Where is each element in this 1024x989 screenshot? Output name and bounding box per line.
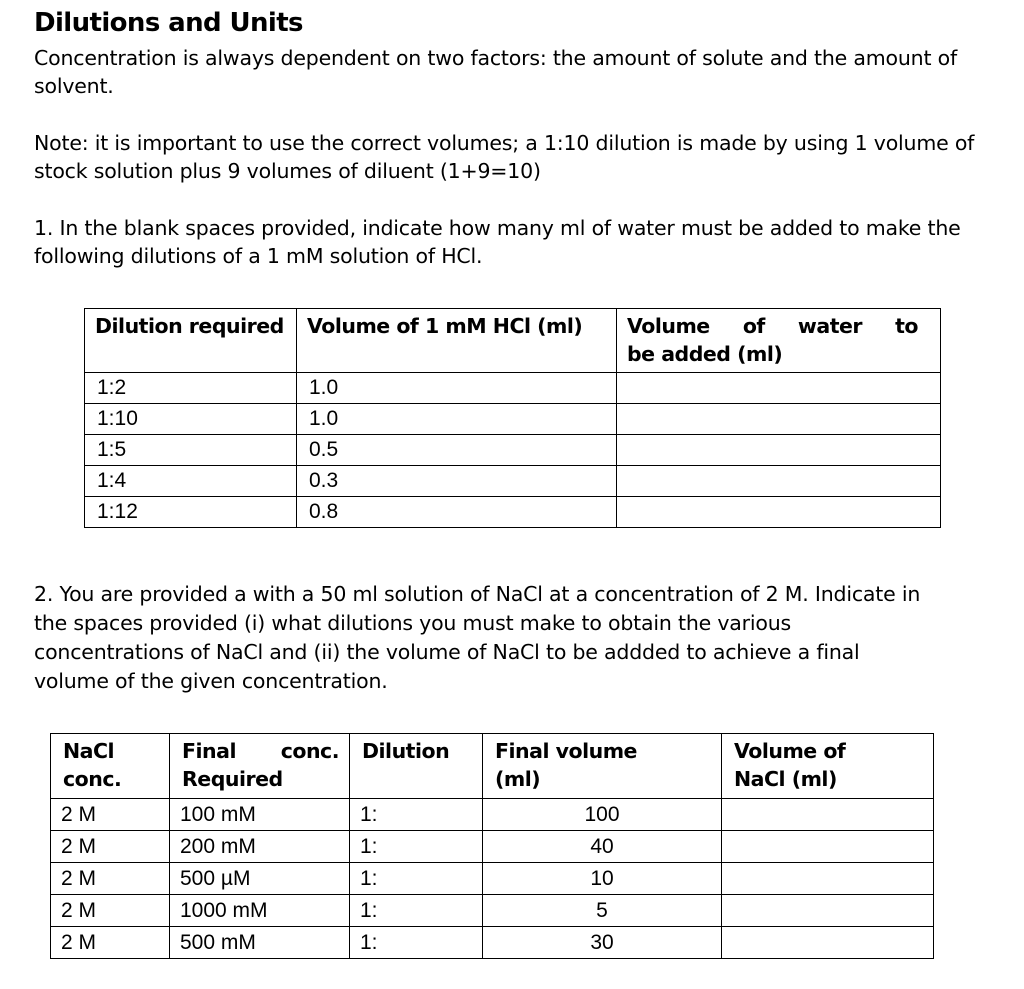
header-final-volume: [483, 734, 722, 799]
cell-dilution-blank[interactable]: 1:: [350, 831, 483, 863]
table-row: [51, 927, 934, 959]
cell-hcl-volume: 1.0: [297, 373, 617, 404]
cell-dilution: 1:4: [85, 466, 297, 497]
table-row: [85, 373, 941, 404]
cell-dilution-blank[interactable]: 1:: [350, 799, 483, 831]
cell-nacl-conc: 2 M: [51, 927, 170, 959]
cell-dilution-blank[interactable]: 1:: [350, 863, 483, 895]
cell-nacl-volume-blank[interactable]: [722, 927, 934, 959]
table-row: [51, 799, 934, 831]
table-row: [85, 435, 941, 466]
cell-water-blank[interactable]: [617, 466, 941, 497]
cell-hcl-volume: 1.0: [297, 404, 617, 435]
cell-final-conc: 100 mM: [170, 799, 350, 831]
header-line: (ml): [495, 767, 541, 791]
note-paragraph: Note: it is important to use the correct volumes; a 1:10 dilution is made by using 1 volume of stock solution plus 9 volumes of diluent (1+9=10): [34, 131, 975, 183]
table-row: [51, 863, 934, 895]
cell-final-volume: 100: [483, 799, 722, 831]
header-line: [182, 737, 339, 765]
cell-final-conc: 500 mM: [170, 927, 350, 959]
nacl-dilution-table: [50, 733, 934, 959]
hcl-dilution-table: [84, 308, 941, 528]
table-row: [85, 497, 941, 528]
table-row: [85, 466, 941, 497]
cell-nacl-conc: 2 M: [51, 799, 170, 831]
cell-final-conc: 1000 mM: [170, 895, 350, 927]
cell-hcl-volume: 0.5: [297, 435, 617, 466]
cell-nacl-conc: 2 M: [51, 831, 170, 863]
header-dilution-required: Dilution required: [85, 309, 297, 373]
cell-final-conc: 200 mM: [170, 831, 350, 863]
cell-hcl-volume: 0.3: [297, 466, 617, 497]
header-word: Final: [182, 739, 236, 763]
cell-dilution: 1:5: [85, 435, 297, 466]
table-header-row: [85, 309, 941, 373]
header-word: of: [742, 314, 765, 338]
header-final-conc: [170, 734, 350, 799]
cell-final-volume: 40: [483, 831, 722, 863]
cell-nacl-volume-blank[interactable]: [722, 895, 934, 927]
header-water-volume-line2: be added (ml): [627, 342, 783, 366]
cell-dilution: 1:2: [85, 373, 297, 404]
header-line: NaCl (ml): [734, 767, 837, 791]
cell-water-blank[interactable]: [617, 435, 941, 466]
header-line: Final volume: [495, 739, 637, 763]
cell-nacl-volume-blank[interactable]: [722, 831, 934, 863]
table-header-row: [51, 734, 934, 799]
cell-water-blank[interactable]: [617, 373, 941, 404]
page-title: Dilutions and Units: [34, 8, 303, 38]
header-hcl-volume: Volume of 1 mM HCl (ml): [297, 309, 617, 373]
cell-dilution: 1:12: [85, 497, 297, 528]
header-line: Required: [182, 767, 283, 791]
header-nacl-volume: [722, 734, 934, 799]
cell-water-blank[interactable]: [617, 404, 941, 435]
header-line: NaCl: [63, 739, 115, 763]
cell-hcl-volume: 0.8: [297, 497, 617, 528]
table-row: [51, 831, 934, 863]
cell-dilution: 1:10: [85, 404, 297, 435]
cell-final-volume: 10: [483, 863, 722, 895]
question-1-text: 1. In the blank spaces provided, indicate how many ml of water must be added to make the following dilutions of a 1 mM solution of HCl.: [34, 216, 961, 268]
cell-final-volume: 30: [483, 927, 722, 959]
cell-water-blank[interactable]: [617, 497, 941, 528]
table-row: [85, 404, 941, 435]
cell-nacl-volume-blank[interactable]: [722, 799, 934, 831]
cell-dilution-blank[interactable]: 1:: [350, 927, 483, 959]
header-dilution: Dilution: [350, 734, 483, 799]
cell-dilution-blank[interactable]: 1:: [350, 895, 483, 927]
cell-final-conc: 500 µM: [170, 863, 350, 895]
header-water-volume: [617, 309, 941, 373]
cell-nacl-conc: 2 M: [51, 895, 170, 927]
cell-nacl-conc: 2 M: [51, 863, 170, 895]
header-word: Volume: [627, 314, 710, 338]
table-row: [51, 895, 934, 927]
question-2-text: 2. You are provided a with a 50 ml solution of NaCl at a concentration of 2 M. Indicate in the spaces provided (i) what dilutions you must make to obtain the various concentrations of NaCl and (ii) the volume of NaCl to be addded to achieve a final volume of the given concentration.: [34, 582, 921, 693]
header-word: to: [895, 314, 918, 338]
intro-paragraph: Concentration is always dependent on two factors: the amount of solute and the amount of solvent.: [34, 46, 957, 98]
header-line: Volume of: [734, 739, 846, 763]
header-word: water: [797, 314, 863, 338]
header-nacl-conc: [51, 734, 170, 799]
cell-nacl-volume-blank[interactable]: [722, 863, 934, 895]
header-word: conc.: [280, 739, 339, 763]
header-water-volume-line1: [627, 312, 918, 340]
header-line: conc.: [63, 767, 122, 791]
cell-final-volume: 5: [483, 895, 722, 927]
